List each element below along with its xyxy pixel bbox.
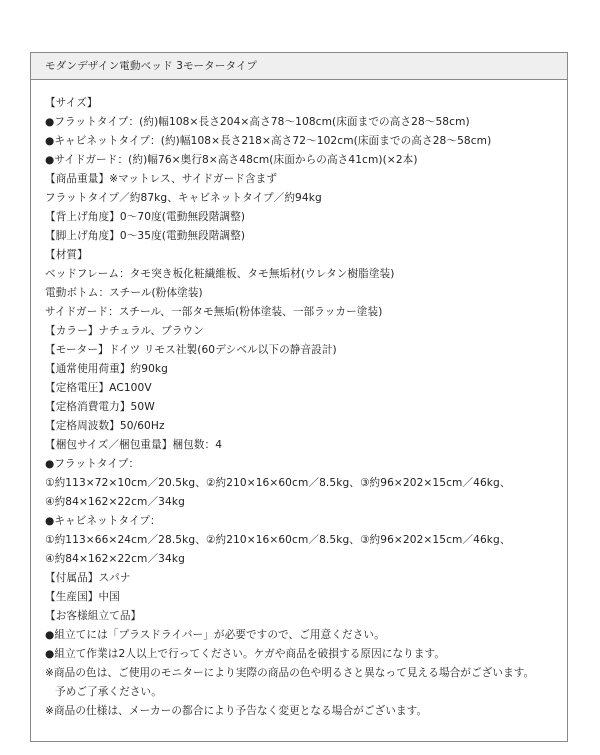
- spec-line-size-flat: ●フラットタイプ：(約)幅108×長さ204×高さ78～108cm(床面までの高さ28～58cm): [45, 116, 470, 128]
- spec-line-size-cabinet: ●キャビネットタイプ：(約)幅108×長さ218×高さ72～102cm(床面までの高さ28～58cm): [45, 135, 492, 147]
- spec-body: [45, 94, 563, 721]
- spec-header: [31, 53, 567, 80]
- spec-line-assembly-heading: 【お客様組立て品】: [45, 610, 142, 622]
- spec-line-material-heading: 【材質】: [45, 249, 88, 261]
- spec-line-frequency: 【定格周波数】50/60Hz: [45, 420, 165, 432]
- spec-line-package-flat-1: ①約113×72×10cm／20.5kg、②約210×16×60cm／8.5kg、③約96×202×15cm／46kg、: [45, 477, 511, 489]
- spec-line-weight-heading: 【商品重量】※マットレス、サイドガード含まず: [45, 173, 278, 185]
- spec-line-package-heading: 【梱包サイズ／梱包重量】梱包数：4: [45, 439, 223, 451]
- spec-line-material-frame: ベッドフレーム：タモ突き板化粧繊維板、タモ無垢材(ウレタン樹脂塗装): [45, 268, 395, 280]
- spec-title: モダンデザイン電動ベッド 3モータータイプ: [45, 60, 258, 72]
- spec-line-size-side-guard: ●サイドガード：(約)幅76×奥行8×高さ48cm(床面からの高さ41cm)(×2本): [45, 154, 418, 166]
- spec-line-assembly-people: ●組立て作業は2人以上で行ってください。ケガや商品を破損する原因になります。: [45, 648, 446, 660]
- spec-line-package-flat-label: ●フラットタイプ：: [45, 458, 140, 470]
- spec-line-assembly-tool: ●組立てには「プラスドライバー」が必要ですので、ご用意ください。: [45, 629, 385, 641]
- spec-line-package-flat-2: ④約84×162×22cm／34kg: [45, 496, 185, 508]
- spec-line-note-color-cont: 予めご了承ください。: [55, 686, 162, 698]
- spec-line-package-cabinet-label: ●キャビネットタイプ：: [45, 515, 161, 527]
- spec-line-note-spec: ※商品の仕様は、メーカーの都合により予告なく変更となる場合がございます。: [45, 705, 428, 717]
- spec-line-voltage: 【定格電圧】AC100V: [45, 382, 152, 394]
- spec-line-origin: 【生産国】中国: [45, 591, 120, 603]
- spec-line-load: 【通常使用荷重】約90kg: [45, 363, 168, 375]
- spec-line-package-cabinet-1: ①約113×66×24cm／28.5kg、②約210×16×60cm／8.5kg、③約96×202×15cm／46kg、: [45, 534, 511, 546]
- spec-line-material-side-guard: サイドガード：スチール、一部タモ無垢(粉体塗装、一部ラッカー塗装): [45, 306, 383, 318]
- spec-box: [30, 52, 568, 742]
- spec-line-size-heading: 【サイズ】: [45, 97, 98, 109]
- spec-line-power: 【定格消費電力】50W: [45, 401, 155, 413]
- spec-line-material-bottom: 電動ボトム：スチール(粉体塗装): [45, 287, 203, 299]
- spec-line-color: 【カラー】ナチュラル、ブラウン: [45, 325, 204, 337]
- spec-line-motor: 【モーター】ドイツ リモス社製(60デシベル以下の静音設計): [45, 344, 337, 356]
- spec-line-accessory: 【付属品】スパナ: [45, 572, 131, 584]
- spec-line-note-color: ※商品の色は、ご使用のモニターにより実際の商品の色や明るさと異なって見える場合がございます。: [45, 667, 535, 679]
- spec-line-weight-values: フラットタイプ／約87kg、キャビネットタイプ／約94kg: [45, 192, 322, 204]
- spec-line-package-cabinet-2: ④約84×162×22cm／34kg: [45, 553, 185, 565]
- spec-line-back-angle: 【背上げ角度】0～70度(電動無段階調整): [45, 211, 246, 223]
- spec-line-leg-angle: 【脚上げ角度】0～35度(電動無段階調整): [45, 230, 246, 242]
